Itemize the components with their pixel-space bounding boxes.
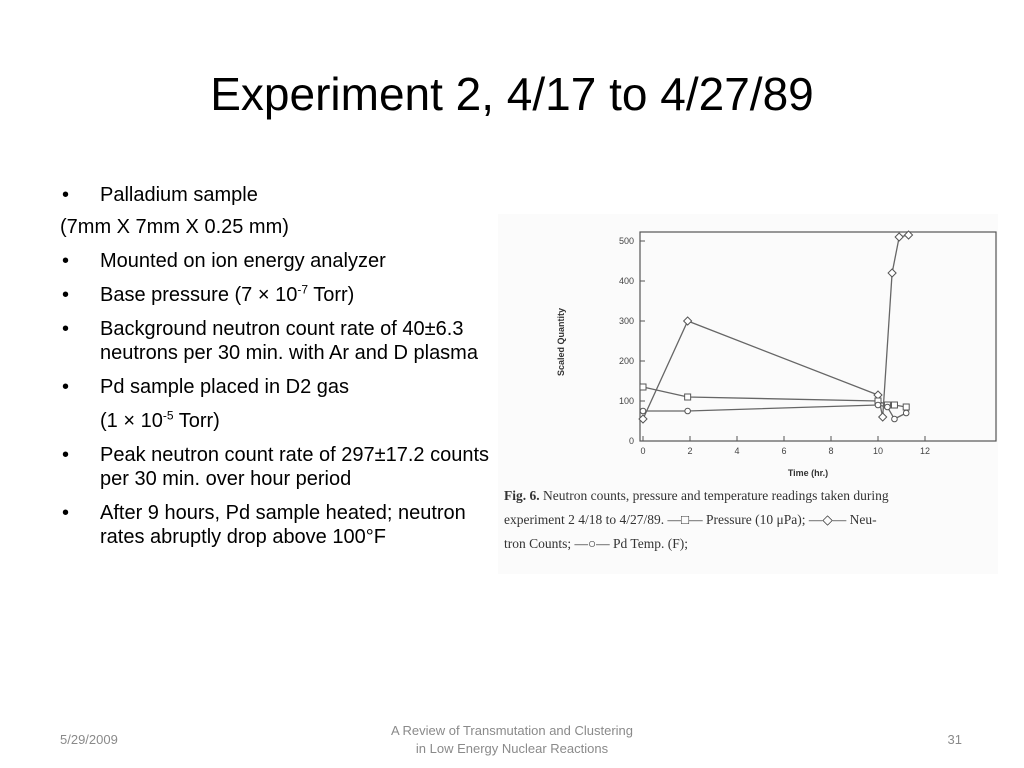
temperature-point <box>885 404 891 410</box>
slide-title: Experiment 2, 4/17 to 4/27/89 <box>210 68 814 120</box>
x-tick-label: 4 <box>734 446 740 456</box>
bullet-pd-in-d2: • Pd sample placed in D2 gas <box>60 375 490 399</box>
bullet-list <box>60 183 490 559</box>
x-tick-label: 10 <box>872 446 884 456</box>
y-tick-label: 400 <box>618 276 634 286</box>
figure-scan <box>498 214 998 574</box>
base-pressure-exponent: -7 <box>297 282 309 297</box>
slide-footer <box>0 708 1024 768</box>
x-tick-label: 8 <box>828 446 834 456</box>
y-tick-label: 300 <box>618 316 634 326</box>
x-axis-label: Time (hr.) <box>787 468 829 478</box>
footer-presentation-title <box>312 722 712 758</box>
bullet-peak-count: • Peak neutron count rate of 297±17.2 counts per 30 min. over hour period <box>60 443 490 491</box>
caption-label: Fig. 6. <box>504 488 540 503</box>
footer-title-line-2: in Low Energy Nuclear Reactions <box>415 741 609 756</box>
y-tick-label: 500 <box>618 236 634 246</box>
d2-pressure-unit: Torr) <box>173 410 220 432</box>
y-tick-label: 100 <box>618 396 634 406</box>
caption-line-3: tron Counts; —○— Pd Temp. (F); <box>504 536 688 551</box>
temperature-point <box>875 402 881 408</box>
bullet-heating: • After 9 hours, Pd sample heated; neutron rates abruptly drop above 100°F <box>60 501 490 549</box>
sample-dimensions: (7mm X 7mm X 0.25 mm) <box>60 216 289 238</box>
x-tick-label: 6 <box>781 446 787 456</box>
footer-title-line-1: A Review of Transmutation and Clustering <box>390 723 634 738</box>
temperature-point <box>892 416 898 422</box>
caption-line-1 <box>504 488 889 503</box>
temperature-point <box>685 408 691 414</box>
temperature-point <box>640 408 646 414</box>
pressure-point <box>891 402 897 408</box>
bullet-base-pressure <box>60 283 490 307</box>
x-tick-label: 12 <box>919 446 931 456</box>
d2-pressure-exponent: -5 <box>162 408 174 423</box>
d2-pressure-text: (1 × 10 <box>100 410 163 432</box>
pressure-point <box>903 404 909 410</box>
y-axis-label: Scaled Quantity <box>556 307 566 377</box>
pressure-point <box>685 394 691 400</box>
bullet-background-count: • Background neutron count rate of 40±6.3 neutrons per 30 min. with Ar and D plasma <box>60 317 490 365</box>
x-tick-label: 0 <box>640 446 646 456</box>
x-tick-label: 2 <box>687 446 693 456</box>
temperature-point <box>903 410 909 416</box>
base-pressure-text: Base pressure (7 × 10 <box>100 284 298 306</box>
chart <box>498 214 998 574</box>
base-pressure-unit: Torr) <box>308 284 355 306</box>
footer-date: 5/29/2009 <box>60 732 118 747</box>
bullet-palladium-sample: • Palladium sample <box>60 183 490 207</box>
caption-text-1: Neutron counts, pressure and temperature readings taken during <box>539 488 889 503</box>
y-tick-label: 200 <box>618 356 634 366</box>
y-tick-label: 0 <box>628 436 634 446</box>
pressure-point <box>640 384 646 390</box>
bullet-ion-energy-analyzer: • Mounted on ion energy analyzer <box>60 249 490 273</box>
d2-pressure <box>60 409 490 433</box>
footer-page-number: 31 <box>947 732 962 747</box>
caption-line-2: experiment 2 4/18 to 4/27/89. —□— Pressure (10 μPa); —◇— Neu- <box>504 512 877 527</box>
